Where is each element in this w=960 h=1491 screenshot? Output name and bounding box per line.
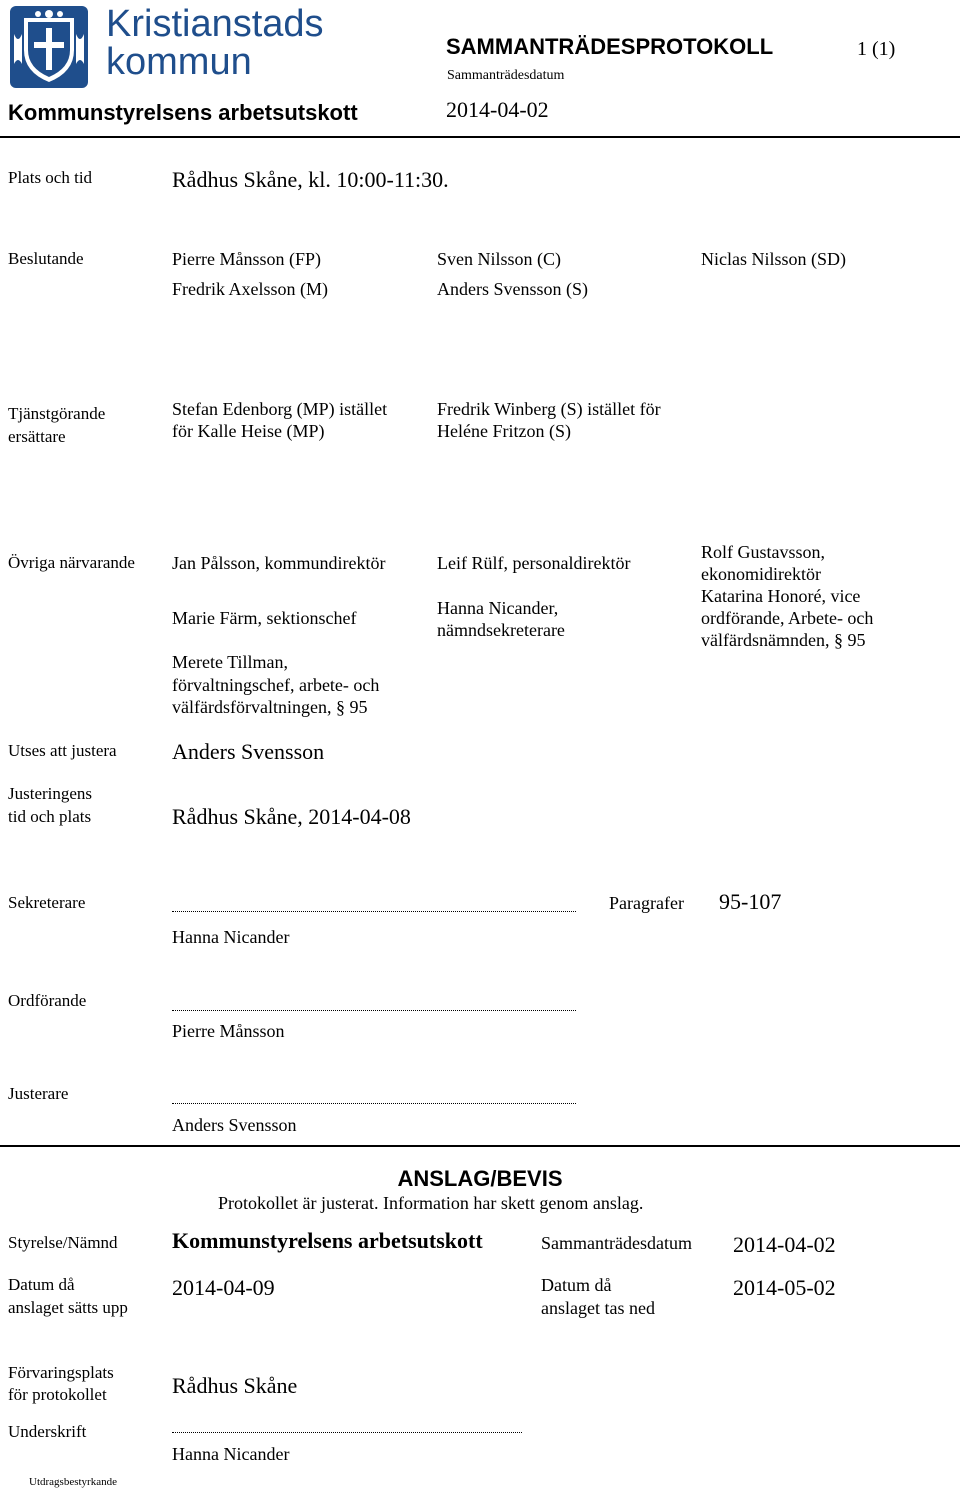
posted-value: 2014-04-09	[172, 1275, 275, 1300]
member-name: Fredrik Axelsson (M)	[172, 279, 328, 299]
attendee-line: nämndsekreterare	[437, 620, 565, 640]
document-type: SAMMANTRÄDESPROTOKOLL	[446, 34, 774, 59]
substitutes-label-line1: Tjänstgörande	[8, 404, 106, 423]
attendee-line: Merete Tillman,	[172, 652, 288, 672]
adjuster-sign-name: Anders Svensson	[172, 1115, 297, 1135]
meeting-date-caption: Sammanträdesdatum	[447, 68, 565, 83]
coat-of-arms-icon	[8, 4, 90, 90]
notice-date-value: 2014-04-02	[733, 1232, 836, 1257]
adjuster-sign-label: Justerare	[8, 1084, 69, 1103]
signature-name: Hanna Nicander	[172, 1444, 290, 1464]
posted-label-line1: Datum då	[8, 1275, 75, 1294]
board-label: Styrelse/Nämnd	[8, 1233, 118, 1252]
section-rule	[0, 1145, 960, 1147]
place-time-value: Rådhus Skåne, kl. 10:00-11:30.	[172, 167, 449, 192]
member-name: Sven Nilsson (C)	[437, 249, 562, 269]
attendee-line: Hanna Nicander,	[437, 598, 559, 618]
board-value: Kommunstyrelsens arbetsutskott	[172, 1228, 483, 1253]
meeting-date: 2014-04-02	[446, 97, 549, 122]
secretary-name: Hanna Nicander	[172, 927, 290, 947]
attendee-line: välfärdsförvaltningen, § 95	[172, 697, 368, 717]
signature-label: Underskrift	[8, 1422, 87, 1441]
attendee-line: förvaltningschef, arbete- och	[172, 675, 380, 695]
storage-label-line1: Förvaringsplats	[8, 1363, 114, 1382]
signature-line	[172, 1103, 576, 1104]
attendee-line: Marie Färm, sektionschef	[172, 608, 357, 628]
attendee-line: ekonomidirektör	[701, 564, 821, 584]
notice-title: ANSLAG/BEVIS	[397, 1166, 563, 1191]
attendee-line: Jan Pålsson, kommundirektör	[172, 553, 386, 573]
member-name: Anders Svensson (S)	[437, 279, 588, 299]
secretary-label: Sekreterare	[8, 893, 86, 912]
member-name: Pierre Månsson (FP)	[172, 249, 321, 269]
place-time-label: Plats och tid	[8, 168, 93, 187]
decision-makers-label: Beslutande	[8, 249, 84, 268]
logo-text-line1: Kristianstads	[106, 3, 324, 45]
member-name: Niclas Nilsson (SD)	[701, 249, 846, 269]
removed-label-line2: anslaget tas ned	[541, 1298, 655, 1318]
footer-label: Utdragsbestyrkande	[29, 1476, 117, 1488]
substitute-entry-line: Stefan Edenborg (MP) istället	[172, 399, 388, 419]
posted-label-line2: anslaget sätts upp	[8, 1298, 128, 1317]
storage-label-line2: för protokollet	[8, 1385, 107, 1404]
signature-line	[172, 1432, 522, 1433]
substitute-entry-line: Fredrik Winberg (S) istället för	[437, 399, 661, 419]
adjustment-label-line2: tid och plats	[8, 807, 92, 826]
substitute-entry-line: för Kalle Heise (MP)	[172, 421, 325, 441]
notice-date-label: Sammanträdesdatum	[541, 1233, 692, 1253]
signature-line	[172, 911, 576, 912]
substitutes-label-line2: ersättare	[8, 427, 66, 446]
attendee-line: ordförande, Arbete- och	[701, 608, 874, 628]
chair-label: Ordförande	[8, 991, 87, 1010]
logo	[8, 3, 324, 90]
attendee-line: Leif Rülf, personaldirektör	[437, 553, 631, 573]
adjustment-label-line1: Justeringens	[8, 784, 93, 803]
adjuster-label: Utses att justera	[8, 741, 117, 760]
chair-name: Pierre Månsson	[172, 1021, 285, 1041]
page-number: 1 (1)	[857, 38, 896, 60]
attendee-line: Katarina Honoré, vice	[701, 586, 861, 606]
notice-subtitle: Protokollet är justerat. Information har skett genom anslag.	[218, 1193, 644, 1213]
storage-value: Rådhus Skåne	[172, 1373, 298, 1398]
body-name: Kommunstyrelsens arbetsutskott	[8, 100, 358, 125]
removed-label-line1: Datum då	[541, 1275, 612, 1295]
adjustment-value: Rådhus Skåne, 2014-04-08	[172, 804, 411, 829]
logo-text-line2: kommun	[106, 41, 252, 83]
header-rule	[0, 136, 960, 138]
removed-value: 2014-05-02	[733, 1275, 836, 1300]
adjuster-value: Anders Svensson	[172, 739, 325, 764]
others-present-label: Övriga närvarande	[8, 553, 135, 572]
paragraphs-label: Paragrafer	[609, 893, 684, 913]
attendee-line: Rolf Gustavsson,	[701, 542, 826, 562]
signature-line	[172, 1010, 576, 1011]
attendee-line: välfärdsnämnden, § 95	[701, 630, 866, 650]
substitute-entry-line: Heléne Fritzon (S)	[437, 421, 571, 441]
paragraphs-value: 95-107	[719, 889, 782, 914]
